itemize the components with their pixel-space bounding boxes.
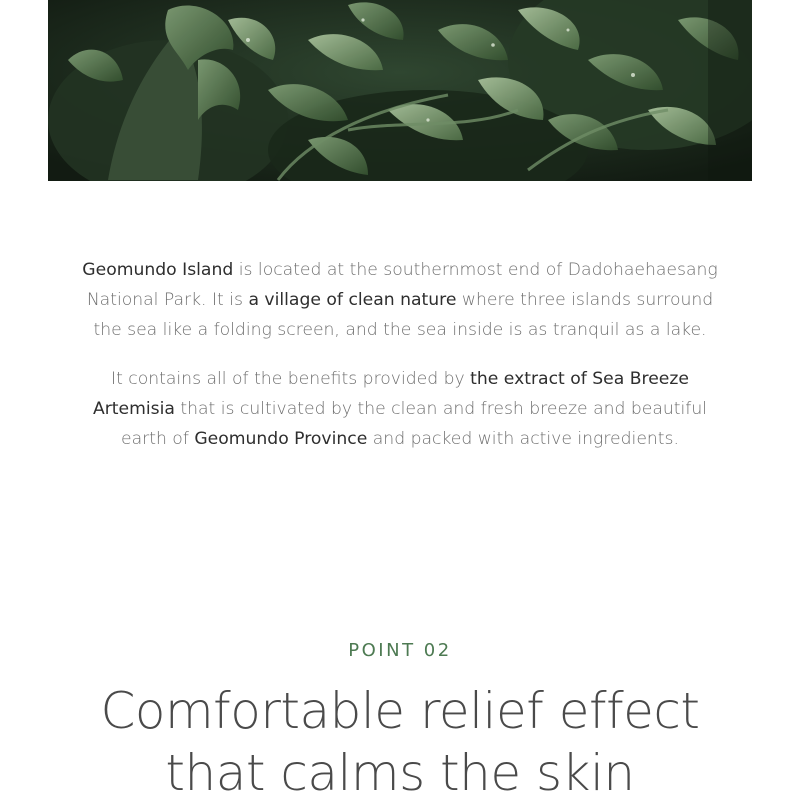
- highlight-geomundo-province: Geomundo Province: [194, 429, 368, 449]
- point-headline: [0, 680, 800, 800]
- hero-image: [48, 0, 752, 181]
- intro-paragraph-1: [80, 255, 720, 345]
- highlight-clean-nature: a village of clean nature: [248, 290, 457, 310]
- headline-line-2: that calms the skin: [165, 744, 635, 800]
- intro-text: that is cultivated by the clean and fresh breeze and beautiful earth of: [121, 399, 708, 449]
- intro-text: where three islands surround the sea like a folding screen, and the sea inside is as tranquil as a lake.: [93, 290, 714, 340]
- point-label: POINT 02: [348, 640, 452, 661]
- intro-text: and packed with active ingredients.: [367, 429, 679, 449]
- headline-line-1: Comfortable relief effect: [100, 682, 700, 740]
- leaf-photo-illustration: [48, 0, 752, 181]
- intro-text: is located at the southernmost end of Dadohaehaesang National Park. It is: [86, 260, 718, 310]
- highlight-geomundo-island: Geomundo Island: [82, 260, 234, 280]
- intro-text: It contains all of the benefits provided by: [111, 369, 471, 389]
- highlight-artemisia-extract: the extract of Sea Breeze Artemisia: [92, 369, 689, 419]
- intro-paragraph-2: [80, 364, 720, 454]
